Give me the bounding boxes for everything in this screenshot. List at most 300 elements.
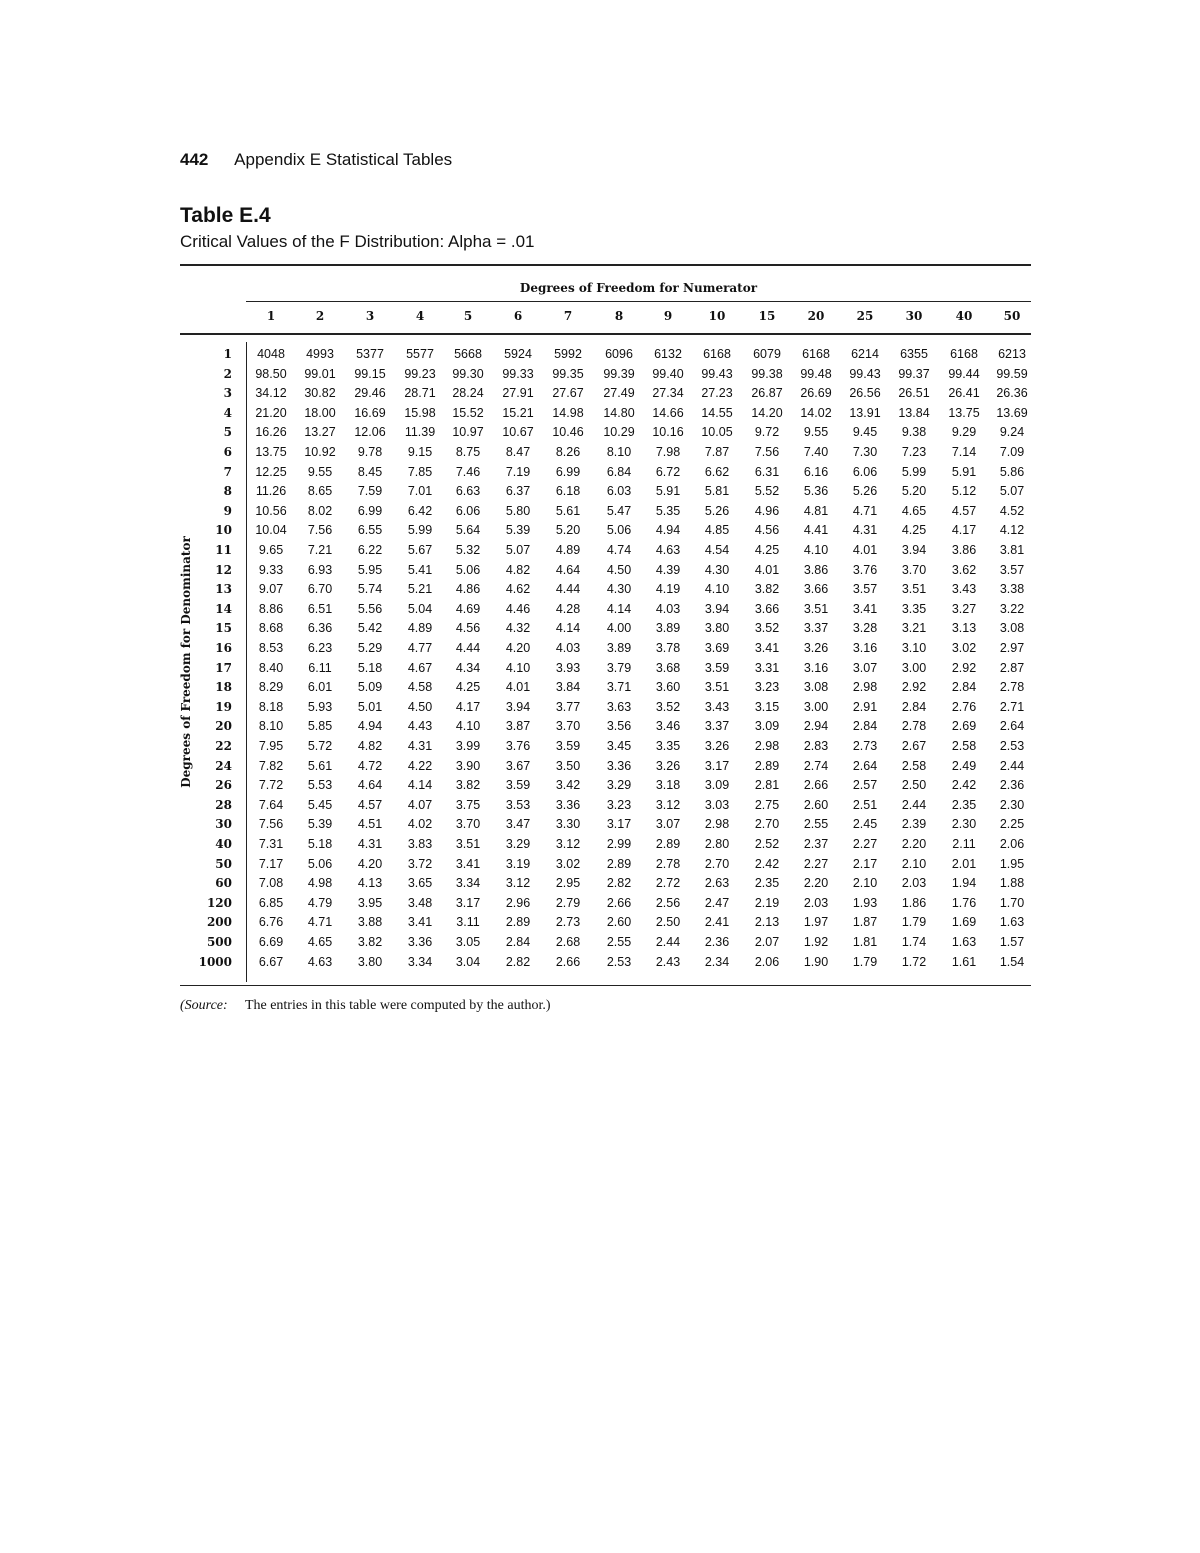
table-cell: 5.04 [407, 601, 433, 616]
table-cell: 3.70 [555, 719, 581, 734]
table-cell: 3.83 [407, 837, 433, 851]
table-cell: 3.82 [357, 935, 383, 949]
table-cell: 4.25 [455, 680, 481, 695]
table-cell: 99.01 [304, 366, 336, 381]
row-label: 28 [215, 797, 232, 812]
table-cell: 8.75 [455, 445, 481, 459]
table-cell: 3.51 [704, 680, 730, 695]
table-cell: 4.57 [951, 503, 977, 518]
table-cell: 3.99 [455, 739, 481, 753]
table-cell: 6.11 [308, 660, 332, 675]
table-cell: 4.03 [555, 641, 581, 655]
table-cell: 7.14 [951, 445, 977, 459]
column-header: 50 [1003, 309, 1021, 323]
table-cell: 14.20 [751, 405, 783, 420]
table-cell: 4.85 [704, 523, 730, 538]
table-cell: 4.39 [655, 562, 681, 577]
table-cell: 3.66 [754, 601, 780, 616]
row-label: 3 [223, 386, 232, 401]
table-cell: 3.59 [704, 660, 730, 675]
table-cell: 3.72 [407, 856, 433, 871]
table-cell: 2.58 [951, 739, 977, 753]
table-cell: 4.00 [606, 621, 632, 636]
source-label: (Source: [180, 998, 228, 1013]
table-cell: 99.59 [996, 366, 1028, 381]
table-cell: 2.67 [901, 739, 927, 753]
table-cell: 3.22 [999, 601, 1025, 616]
table-cell: 8.10 [258, 719, 284, 734]
table-cell: 2.36 [704, 935, 730, 949]
column-header: 4 [415, 309, 425, 323]
denominator-label: Degrees of Freedom for Denominator [179, 536, 193, 788]
table-cell: 4.01 [852, 543, 878, 557]
table-cell: 2.41 [704, 915, 730, 930]
table-cell: 15.52 [452, 405, 484, 420]
table-cell: 2.76 [951, 699, 977, 714]
table-cell: 3.67 [505, 758, 531, 773]
table-cell: 3.29 [606, 778, 632, 793]
table-cell: 1.79 [901, 915, 927, 930]
row-label: 4 [223, 405, 232, 420]
table-cell: 2.89 [606, 856, 632, 871]
table-cell: 4048 [257, 347, 285, 361]
table-cell: 3.15 [754, 699, 780, 714]
table-cell: 6.62 [704, 464, 730, 479]
table-cell: 3.04 [455, 954, 481, 969]
table-cell: 4.51 [357, 817, 383, 832]
page-header [180, 150, 452, 170]
table-cell: 6168 [802, 347, 830, 361]
table-cell: 13.75 [255, 445, 287, 459]
table-cell: 2.42 [754, 856, 780, 871]
table-cell: 4.56 [455, 621, 481, 636]
table-cell: 99.39 [603, 366, 635, 381]
table-cell: 14.66 [652, 405, 684, 420]
table-cell: 3.52 [655, 699, 681, 714]
table-cell: 3.07 [655, 817, 681, 832]
table-cell: 7.72 [258, 778, 284, 793]
table-cell: 6.16 [803, 464, 829, 479]
table-cell: 13.91 [849, 405, 881, 420]
table-cell: 6.06 [455, 503, 481, 518]
row-label: 6 [223, 445, 232, 459]
row-label: 11 [215, 543, 232, 557]
table-cell: 7.56 [258, 817, 284, 832]
table-cell: 5.52 [754, 484, 780, 499]
table-cell: 27.91 [502, 386, 534, 401]
table-cell: 2.99 [606, 837, 632, 851]
table-cell: 3.51 [455, 837, 481, 851]
table-cell: 4.43 [407, 719, 433, 734]
table-cell: 4.31 [357, 837, 383, 851]
table-cell: 4.44 [455, 641, 481, 655]
table-cell: 2.30 [951, 817, 977, 832]
table-cell: 6214 [851, 347, 879, 361]
table-cell: 3.10 [901, 641, 927, 655]
table-cell: 26.41 [948, 386, 980, 401]
table-cell: 3.19 [505, 856, 531, 871]
table-cell: 4.52 [999, 503, 1025, 518]
table-cell: 1.61 [951, 954, 977, 969]
table-cell: 3.90 [455, 758, 481, 773]
table-cell: 4.25 [754, 543, 780, 557]
table-cell: 3.66 [803, 582, 829, 597]
table-cell: 2.52 [754, 837, 780, 851]
table-cell: 6.99 [555, 464, 581, 479]
table-cell: 4.25 [901, 523, 927, 538]
table-cell: 3.23 [754, 680, 780, 695]
table-cell: 3.23 [606, 797, 632, 812]
table-cell: 6096 [605, 347, 633, 361]
table-cell: 8.18 [258, 699, 284, 714]
row-label: 8 [223, 484, 232, 499]
column-header-rule [180, 333, 1031, 335]
table-cell: 3.13 [951, 621, 977, 636]
column-header: 1 [266, 309, 276, 323]
table-cell: 2.84 [901, 699, 927, 714]
table-cell: 3.03 [704, 797, 730, 812]
table-cell: 10.04 [255, 523, 287, 538]
table-cell: 1.87 [852, 915, 878, 930]
table-cell: 1.88 [999, 876, 1025, 891]
table-cell: 4.65 [901, 503, 927, 518]
table-cell: 3.16 [852, 641, 878, 655]
table-cell: 3.43 [704, 699, 730, 714]
column-header: 6 [513, 309, 523, 323]
table-cell: 3.69 [704, 641, 730, 655]
table-cell: 2.91 [852, 699, 878, 714]
table-cell: 3.41 [407, 915, 433, 930]
table-cell: 3.08 [999, 621, 1025, 636]
table-cell: 2.42 [951, 778, 977, 793]
row-label: 17 [215, 660, 232, 675]
table-cell: 13.75 [948, 405, 980, 420]
table-cell: 3.56 [606, 719, 632, 734]
table-cell: 3.26 [655, 758, 681, 773]
row-label: 13 [215, 582, 232, 597]
table-cell: 10.97 [452, 425, 484, 440]
table-cell: 4.28 [555, 601, 581, 616]
table-cell: 9.72 [754, 425, 780, 440]
source-note [180, 998, 551, 1014]
table-cell: 7.98 [655, 445, 681, 459]
table-cell: 2.71 [999, 699, 1025, 714]
table-cell: 3.52 [754, 621, 780, 636]
row-label: 500 [206, 935, 232, 949]
table-cell: 3.70 [901, 562, 927, 577]
table-cell: 4.14 [555, 621, 581, 636]
table-cell: 2.66 [555, 954, 581, 969]
table-cell: 6.70 [307, 582, 333, 597]
table-cell: 13.27 [304, 425, 336, 440]
table-cell: 5.39 [505, 523, 531, 538]
table-cell: 6.63 [455, 484, 481, 499]
table-cell: 2.78 [999, 680, 1025, 695]
table-cell: 4.31 [407, 739, 433, 753]
table-cell: 5.93 [307, 699, 333, 714]
table-cell: 5.53 [307, 778, 333, 793]
table-cell: 5.67 [407, 543, 433, 557]
table-cell: 2.20 [803, 876, 829, 891]
table-cell: 2.73 [852, 739, 878, 753]
table-cell: 2.43 [655, 954, 681, 969]
table-cell: 3.17 [704, 758, 730, 773]
table-cell: 5.07 [999, 484, 1025, 499]
table-cell: 2.84 [505, 935, 531, 949]
table-cell: 2.64 [999, 719, 1025, 734]
table-cell: 6.72 [655, 464, 681, 479]
table-cell: 5992 [554, 347, 582, 361]
table-cell: 29.46 [354, 386, 386, 401]
table-cell: 2.60 [606, 915, 632, 930]
table-cell: 1.81 [852, 935, 878, 949]
table-cell: 4.13 [357, 876, 383, 891]
table-cell: 4.57 [357, 797, 383, 812]
table-cell: 2.95 [555, 876, 581, 891]
table-cell: 2.06 [754, 954, 780, 969]
table-cell: 2.92 [951, 660, 977, 675]
table-cell: 2.74 [803, 758, 829, 773]
table-cell: 6168 [950, 347, 978, 361]
table-cell: 3.41 [455, 856, 481, 871]
table-cell: 26.51 [898, 386, 930, 401]
table-cell: 11.26 [255, 484, 287, 499]
table-cell: 9.07 [258, 582, 284, 597]
table-cell: 3.43 [951, 582, 977, 597]
table-cell: 28.24 [452, 386, 484, 401]
table-cell: 3.65 [407, 876, 433, 891]
table-cell: 5.41 [407, 562, 433, 577]
table-cell: 3.11 [456, 915, 480, 930]
table-cell: 2.87 [999, 660, 1025, 675]
table-cell: 3.36 [407, 935, 433, 949]
table-cell: 99.43 [849, 366, 881, 381]
table-cell: 5.06 [455, 562, 481, 577]
table-cell: 2.37 [803, 837, 829, 851]
table-cell: 3.34 [407, 954, 433, 969]
table-cell: 4.71 [307, 915, 333, 930]
table-cell: 3.35 [655, 739, 681, 753]
table-cell: 4.50 [606, 562, 632, 577]
table-cell: 2.49 [951, 758, 977, 773]
table-cell: 4.58 [407, 680, 433, 695]
table-cell: 6.42 [407, 503, 433, 518]
table-cell: 3.41 [754, 641, 780, 655]
table-cell: 2.78 [655, 856, 681, 871]
table-cell: 5.01 [357, 699, 383, 714]
table-cell: 3.07 [852, 660, 878, 675]
table-cell: 2.69 [951, 719, 977, 734]
table-cell: 1.86 [901, 895, 927, 910]
table-cell: 4.86 [455, 582, 481, 597]
table-cell: 3.12 [555, 837, 581, 851]
table-cell: 18.00 [304, 405, 336, 420]
table-cell: 3.60 [655, 680, 681, 695]
table-cell: 2.10 [852, 876, 878, 891]
table-cell: 6.55 [357, 523, 383, 538]
table-cell: 2.01 [951, 856, 977, 871]
table-cell: 4.69 [455, 601, 481, 616]
table-cell: 27.49 [603, 386, 635, 401]
table-cell: 3.02 [951, 641, 977, 655]
table-cell: 5.45 [307, 797, 333, 812]
table-cell: 1.70 [999, 895, 1025, 910]
table-cell: 2.10 [901, 856, 927, 871]
table-cell: 4.10 [803, 543, 829, 557]
table-cell: 26.56 [849, 386, 881, 401]
column-header: 3 [365, 309, 375, 323]
table-cell: 8.10 [606, 445, 632, 459]
table-cell: 5.86 [999, 464, 1025, 479]
table-cell: 3.77 [555, 699, 581, 714]
table-cell: 3.87 [505, 719, 531, 734]
table-cell: 4.94 [357, 719, 383, 734]
row-label: 50 [215, 856, 232, 871]
table-cell: 7.23 [901, 445, 927, 459]
table-cell: 3.21 [901, 621, 927, 636]
table-cell: 3.63 [606, 699, 632, 714]
table-cell: 10.29 [603, 425, 635, 440]
table-cell: 5.47 [606, 503, 632, 518]
table-cell: 2.35 [754, 876, 780, 891]
table-cell: 14.98 [552, 405, 584, 420]
row-label: 1 [223, 347, 232, 361]
table-cell: 99.33 [502, 366, 534, 381]
table-cell: 7.01 [407, 484, 433, 499]
table-cell: 4.10 [505, 660, 531, 675]
table-cell: 3.35 [901, 601, 927, 616]
row-label: 10 [215, 523, 232, 538]
table-cell: 2.56 [655, 895, 681, 910]
table-cell: 30.82 [304, 386, 336, 401]
table-cell: 3.86 [951, 543, 977, 557]
table-cell: 99.48 [800, 366, 832, 381]
table-cell: 4.67 [407, 660, 433, 675]
table-cell: 3.59 [555, 739, 581, 753]
table-cell: 2.89 [655, 837, 681, 851]
table-cell: 3.17 [455, 895, 481, 910]
table-cell: 4.02 [407, 817, 433, 832]
table-cell: 2.17 [852, 856, 878, 871]
table-cell: 34.12 [255, 386, 287, 401]
table-cell: 2.98 [754, 739, 780, 753]
table-cell: 7.17 [258, 856, 284, 871]
table-cell: 2.66 [803, 778, 829, 793]
table-cell: 5.85 [307, 719, 333, 734]
table-cell: 8.86 [258, 601, 284, 616]
table-cell: 3.38 [999, 582, 1025, 597]
row-label: 60 [215, 876, 232, 891]
table-cell: 4.12 [999, 523, 1025, 538]
table-cell: 2.80 [704, 837, 730, 851]
row-label: 12 [215, 562, 232, 577]
table-cell: 2.25 [999, 817, 1025, 832]
table-cell: 2.84 [951, 680, 977, 695]
page-number: 442 [180, 150, 209, 169]
table-cell: 4.41 [803, 523, 829, 538]
table-cell: 3.42 [555, 778, 581, 793]
table-cell: 2.39 [901, 817, 927, 832]
table-cell: 8.65 [307, 484, 333, 499]
table-cell: 9.55 [307, 464, 333, 479]
table-cell: 2.11 [952, 837, 976, 851]
row-label: 22 [215, 739, 232, 753]
column-header: 5 [463, 309, 473, 323]
table-cell: 2.03 [901, 876, 927, 891]
table-cell: 2.58 [901, 758, 927, 773]
table-cell: 3.81 [999, 543, 1025, 557]
table-cell: 3.86 [803, 562, 829, 577]
table-cell: 4.34 [455, 660, 481, 675]
table-cell: 2.44 [999, 758, 1025, 773]
row-label: 18 [215, 680, 232, 695]
table-cell: 28.71 [404, 386, 436, 401]
table-cell: 3.95 [357, 895, 383, 910]
table-cell: 3.37 [704, 719, 730, 734]
table-cell: 98.50 [255, 366, 287, 381]
table-cell: 2.34 [704, 954, 730, 969]
table-cell: 3.76 [852, 562, 878, 577]
table-cell: 2.89 [505, 915, 531, 930]
table-cell: 2.83 [803, 739, 829, 753]
table-cell: 9.15 [407, 445, 433, 459]
table-cell: 2.13 [754, 915, 780, 930]
table-cell: 4.46 [505, 601, 531, 616]
table-cell: 3.12 [655, 797, 681, 812]
table-cell: 4.79 [307, 895, 333, 910]
table-cell: 3.02 [555, 856, 581, 871]
table-cell: 7.82 [258, 758, 284, 773]
table-cell: 5924 [504, 347, 532, 361]
table-cell: 7.21 [307, 543, 333, 557]
table-cell: 5.18 [357, 660, 383, 675]
table-cell: 4.64 [357, 778, 383, 793]
running-title: Appendix E Statistical Tables [234, 150, 453, 169]
table-cell: 99.30 [452, 366, 484, 381]
table-cell: 2.89 [754, 758, 780, 773]
table-cell: 6.69 [258, 935, 284, 949]
table-cell: 3.75 [455, 797, 481, 812]
table-cell: 2.84 [852, 719, 878, 734]
source-text: The entries in this table were computed by the author.) [244, 998, 551, 1013]
table-cell: 9.55 [803, 425, 829, 440]
table-cell: 2.35 [951, 797, 977, 812]
table-cell: 8.45 [357, 464, 383, 479]
row-label: 5 [223, 425, 232, 440]
table-cell: 1.76 [951, 895, 977, 910]
table-cell: 5.07 [505, 543, 531, 557]
table-cell: 5.72 [307, 739, 333, 753]
table-cell: 6213 [998, 347, 1026, 361]
table-cell: 4.22 [407, 758, 433, 773]
table-cell: 1.90 [803, 954, 829, 969]
table-cell: 3.50 [555, 758, 581, 773]
table-cell: 1.95 [999, 856, 1025, 871]
table-cell: 14.55 [701, 405, 733, 420]
table-cell: 16.26 [255, 425, 287, 440]
table-cell: 6.51 [307, 601, 333, 616]
table-cell: 4.32 [505, 621, 531, 636]
table-cell: 2.27 [852, 837, 878, 851]
table-cell: 3.18 [655, 778, 681, 793]
table-cell: 2.27 [803, 856, 829, 871]
table-cell: 6.36 [307, 621, 333, 636]
table-cell: 5.74 [357, 582, 383, 597]
table-cell: 6.06 [852, 464, 878, 479]
table-cell: 3.82 [754, 582, 780, 597]
table-cell: 3.84 [555, 680, 581, 695]
table-cell: 1.79 [852, 954, 878, 969]
